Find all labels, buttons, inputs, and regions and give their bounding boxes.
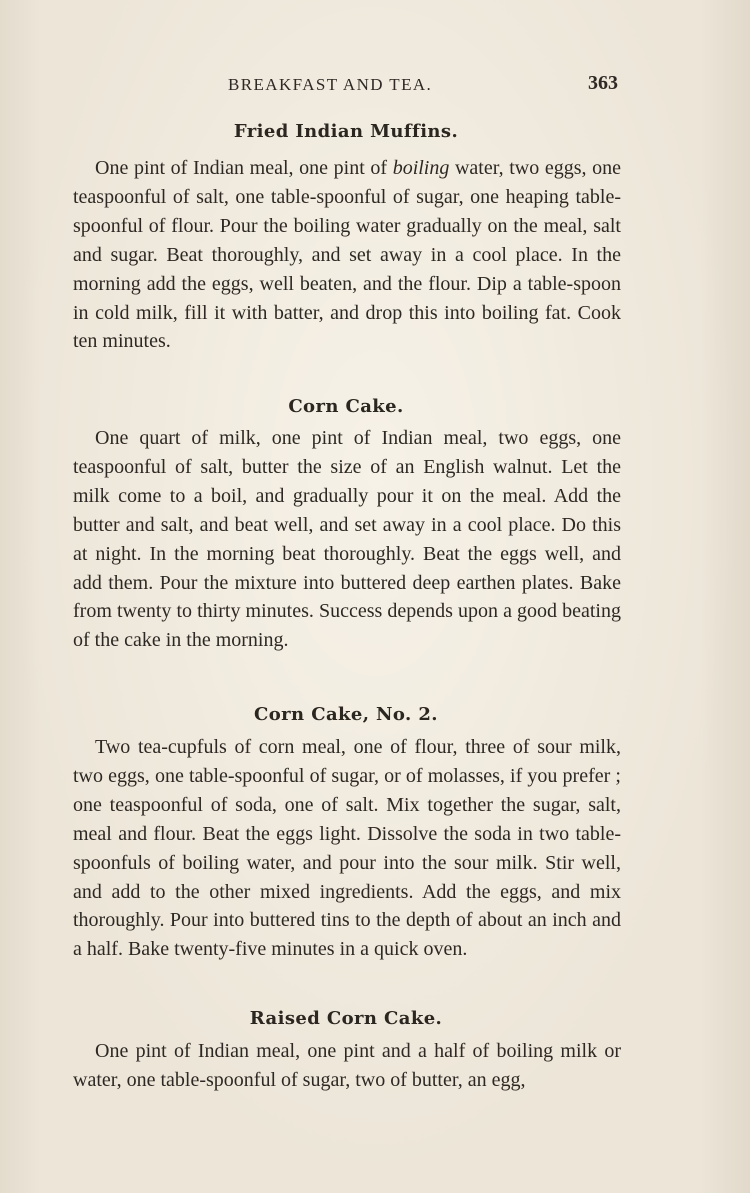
recipe-title-corn-cake-no-2: Corn Cake, No. 2. bbox=[254, 704, 438, 725]
recipe-title-corn-cake: Corn Cake. bbox=[288, 396, 404, 417]
recipe-body-corn-cake: One quart of milk, one pint of Indian meal, two eggs, one teaspoonful of salt, butter the size of an English walnut. Let the milk come to a boil, and gradually pour it on the meal. Add the butter and salt, and beat well, and set away in a cool place. Do this at night. In the morning beat thoroughly. Beat the eggs well, and add them. Pour the mixture into buttered deep earthen plates. Bake from twenty to thirty minutes. Success depends upon a good beating of the cake in the morning. bbox=[73, 427, 621, 652]
recipe-text-start: One pint of Indian meal, one pint of bbox=[95, 157, 393, 179]
recipe-title-raised-corn-cake: Raised Corn Cake. bbox=[249, 1008, 443, 1029]
recipe-body-corn-cake-no-2: Two tea-cupfuls of corn meal, one of flour, three of sour milk, two eggs, one table-spoonful of sugar, or of molasses, if you prefer ; one teaspoonful of soda, one of salt. Mix together the sugar, salt, meal and flour. Beat the eggs light. Dissolve the soda in two table-spoonfuls of boiling water, and pour into the sour milk. Stir well, and add to the other mixed ingredients. Add the eggs, and mix thoroughly. Pour into buttered tins to the depth of about an inch and a half. Bake twenty-five minutes in a quick oven. bbox=[73, 736, 621, 961]
italic-word: boiling bbox=[392, 157, 450, 179]
page-number: 363 bbox=[588, 72, 618, 94]
recipe-text-rest: water, two eggs, one teaspoonful of salt, one table-spoonful of sugar, one heaping table-spoonful of flour. Pour the boiling water gradually on the meal, salt and sugar. Beat thoroughly, and set away in a cool place. In the morning add the eggs, well beaten, and the flour. Dip a table-spoon in cold milk, fill it with batter, and drop this into boiling fat. Cook ten minutes. bbox=[73, 157, 621, 353]
running-title: BREAKFAST AND TEA. bbox=[228, 75, 433, 94]
recipe-body-fried-indian-muffins bbox=[73, 154, 621, 356]
recipe-body-raised-corn-cake: One pint of Indian meal, one pint and a half of boiling milk or water, one table-spoonful of sugar, two of butter, an egg, bbox=[73, 1040, 621, 1091]
recipe-title-fried-indian-muffins: Fried Indian Muffins. bbox=[233, 121, 459, 142]
running-head bbox=[72, 72, 620, 101]
